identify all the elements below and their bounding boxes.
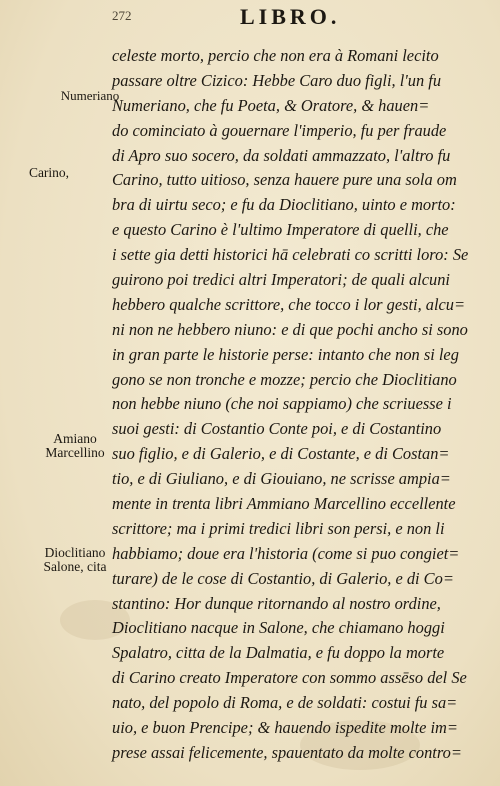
margin-note-line: Dioclitiano <box>44 545 106 560</box>
margin-note-line: Carino, <box>28 165 70 180</box>
text-line: guirono poi tredici altri Imperatori; de quali alcuni <box>112 270 450 290</box>
text-line: Dioclitiano nacque in Salone, che chiamano hoggi <box>112 618 445 638</box>
margin-note-line: Marcellino <box>45 445 105 460</box>
text-line: stantino: Hor dunque ritornando al nostro ordine, <box>112 593 441 613</box>
margin-note-line: Numeriano <box>60 88 120 103</box>
text-line: do cominciato à gouernare l'imperio, fu per fraude <box>112 120 447 140</box>
text-line: prese assai felicemente, spauentato da molte contro= <box>112 742 462 762</box>
text-line: gono se non tronche e mozze; percio che Dioclitiano <box>112 369 457 389</box>
text-line: celeste morto, percio che non era à Romani lecito <box>112 46 439 65</box>
text-line: di Apro suo socero, da soldati ammazzato, l'altro fu <box>112 145 451 165</box>
text-line: mente in trenta libri Ammiano Marcellino eccellente <box>112 494 456 514</box>
text-line: suoi gesti: di Costantio Conte poi, e di Costantino <box>112 419 442 439</box>
text-line: i sette gia detti historici hā celebrati co scritti loro: Se <box>112 245 469 265</box>
text-line: scrittore; ma i primi tredici libri son persi, e non li <box>112 518 445 538</box>
page-number: 272 <box>112 8 132 23</box>
text-line: di Carino creato Imperatore con sommo assēso del Se <box>112 668 467 688</box>
text-line: suo figlio, e di Galerio, e di Costante, e di Costan= <box>112 444 450 464</box>
margin-note-amiano <box>36 432 114 460</box>
text-line: non hebbe niuno (che noi sappiamo) che scriuesse i <box>112 394 452 414</box>
margin-note-line: Salone, cita <box>43 559 107 574</box>
margin-note-line: Amiano <box>53 431 97 446</box>
margin-note-carino <box>14 166 84 180</box>
text-line: in gran parte le historie perse: intanto che non si leg <box>112 344 459 364</box>
text-line: tio, e di Giuliano, e di Giouiano, ne scrisse ampia= <box>112 469 451 489</box>
text-line: e questo Carino è l'ultimo Imperatore di quelli, che <box>112 220 449 240</box>
text-line: Spalatro, citta de la Dalmatia, e fu doppo la morte <box>112 643 445 663</box>
text-line: Carino, tutto uitioso, senza hauere pure una sola om <box>112 170 457 190</box>
main-text-block <box>112 44 492 766</box>
text-line: habbiamo; doue era l'historia (come si puo congiet= <box>112 543 460 563</box>
text-line: nato, del popolo di Roma, e de soldati: costui fu sa= <box>112 693 458 713</box>
text-line: ni non ne hebbero niuno: e di que pochi ancho si sono <box>112 319 468 339</box>
text-line: bra di uirtu seco; e fu da Dioclitiano, uinto e morto: <box>112 195 456 215</box>
page-header <box>0 4 500 44</box>
running-title: LIBRO. <box>240 4 341 29</box>
text-line: passare oltre Cizico: Hebbe Caro duo figli, l'un fu <box>112 70 442 90</box>
text-line: turare) de le cose di Costantio, di Galerio, e di Co= <box>112 568 454 588</box>
text-line: uio, e buon Prencipe; & hauendo ispedite molte im= <box>112 718 458 738</box>
text-line: Numeriano, che fu Poeta, & Oratore, & hauen= <box>112 95 430 115</box>
margin-note-dioclitiano <box>36 546 114 574</box>
text-line: hebbero qualche scrittore, che tocco i lor gesti, alcu= <box>112 294 466 314</box>
